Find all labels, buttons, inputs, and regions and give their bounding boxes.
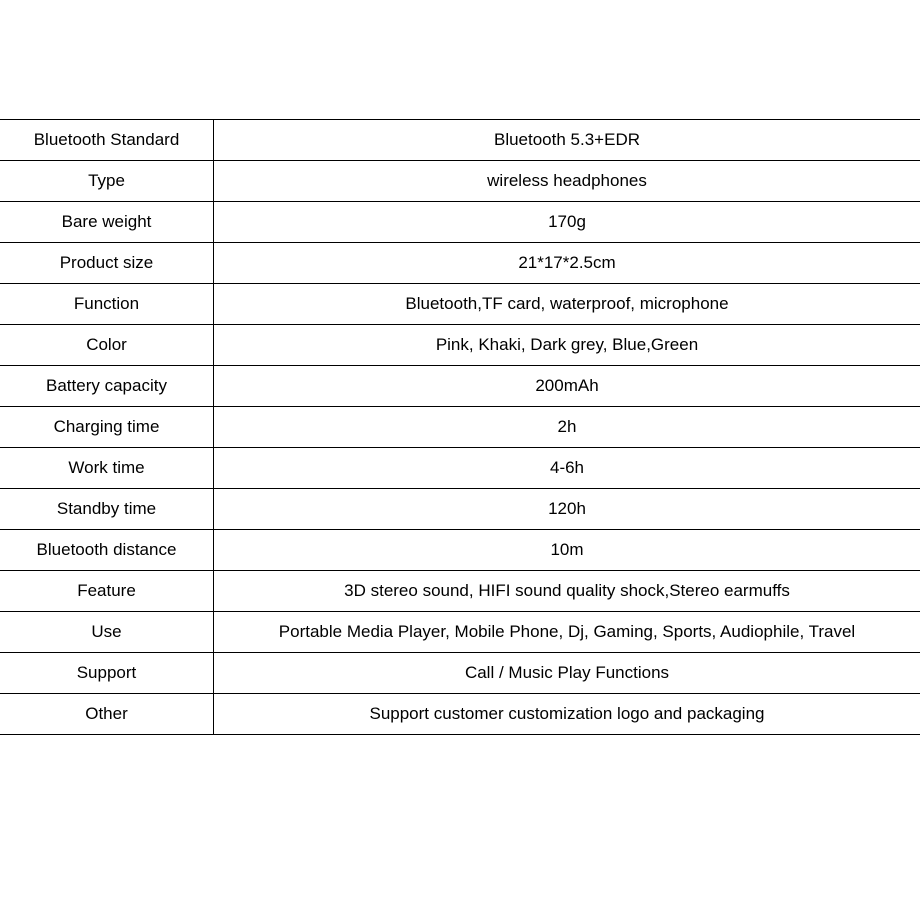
spec-row-use xyxy=(0,612,920,653)
spec-label: Bluetooth Standard xyxy=(0,120,214,161)
spec-label: Battery capacity xyxy=(0,366,214,407)
spec-value: Bluetooth,TF card, waterproof, microphone xyxy=(214,284,920,325)
spec-row-charging-time xyxy=(0,407,920,448)
spec-value: 170g xyxy=(214,202,920,243)
spec-row-bluetooth-standard xyxy=(0,120,920,161)
spec-row-product-size xyxy=(0,243,920,284)
spec-value: 21*17*2.5cm xyxy=(214,243,920,284)
spec-row-battery-capacity xyxy=(0,366,920,407)
spec-label: Standby time xyxy=(0,489,214,530)
spec-value: Support customer customization logo and packaging xyxy=(214,694,920,735)
spec-label: Bare weight xyxy=(0,202,214,243)
spec-label: Feature xyxy=(0,571,214,612)
spec-value: 200mAh xyxy=(214,366,920,407)
spec-label: Charging time xyxy=(0,407,214,448)
spec-value: wireless headphones xyxy=(214,161,920,202)
spec-label: Work time xyxy=(0,448,214,489)
spec-value: 10m xyxy=(214,530,920,571)
spec-value: 120h xyxy=(214,489,920,530)
spec-label: Use xyxy=(0,612,214,653)
spec-row-function xyxy=(0,284,920,325)
spec-value: Pink, Khaki, Dark grey, Blue,Green xyxy=(214,325,920,366)
spec-row-other xyxy=(0,694,920,735)
spec-row-feature xyxy=(0,571,920,612)
spec-value: 4-6h xyxy=(214,448,920,489)
spec-row-type xyxy=(0,161,920,202)
spec-row-color xyxy=(0,325,920,366)
spec-value: Bluetooth 5.3+EDR xyxy=(214,120,920,161)
spec-value: Portable Media Player, Mobile Phone, Dj, Gaming, Sports, Audiophile, Travel xyxy=(214,612,920,653)
spec-label: Product size xyxy=(0,243,214,284)
spec-row-work-time xyxy=(0,448,920,489)
spec-value: 2h xyxy=(214,407,920,448)
spec-row-bluetooth-distance xyxy=(0,530,920,571)
spec-label: Support xyxy=(0,653,214,694)
spec-table xyxy=(0,119,920,735)
spec-label: Color xyxy=(0,325,214,366)
spec-label: Type xyxy=(0,161,214,202)
spec-row-bare-weight xyxy=(0,202,920,243)
spec-row-support xyxy=(0,653,920,694)
spec-label: Other xyxy=(0,694,214,735)
spec-label: Bluetooth distance xyxy=(0,530,214,571)
spec-table-body xyxy=(0,120,920,735)
spec-value: Call / Music Play Functions xyxy=(214,653,920,694)
spec-row-standby-time xyxy=(0,489,920,530)
spec-label: Function xyxy=(0,284,214,325)
spec-value: 3D stereo sound, HIFI sound quality shock,Stereo earmuffs xyxy=(214,571,920,612)
